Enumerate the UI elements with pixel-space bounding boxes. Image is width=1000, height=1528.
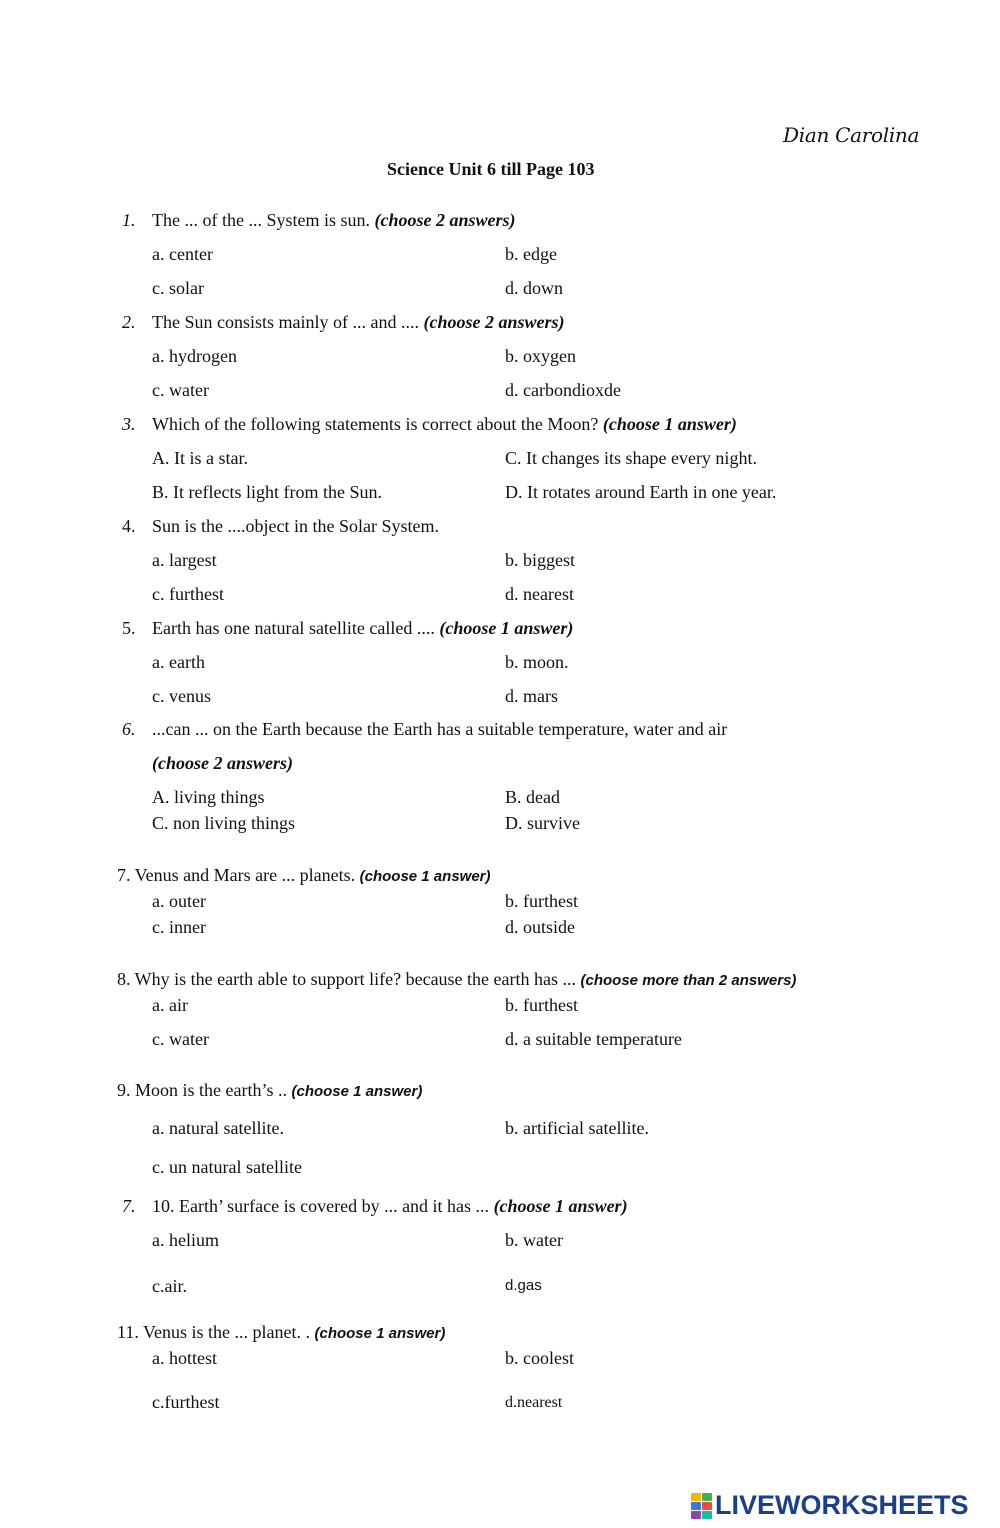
option-d: D. survive [505,813,580,833]
option-d: d. down [505,278,563,298]
option-d: d. mars [505,686,558,706]
option-c: c. water [152,380,209,400]
option-b: b. furthest [505,995,578,1015]
option-c: c. water [152,1029,209,1049]
option-c: C. It changes its shape every night. [505,448,757,468]
option-b: b. oxygen [505,346,576,366]
question-1-text: The ... of the ... System is sun. (choose 2 answers) [152,210,516,230]
option-b: b. furthest [505,891,578,911]
answer-note: (choose 2 answers) [374,210,516,230]
option-a: a. helium [152,1230,219,1250]
liveworksheets-logo-icon [691,1493,713,1519]
answer-note: (choose 1 answer) [602,414,737,434]
option-a: A. It is a star. [152,448,248,468]
option-c: c.furthest [152,1392,220,1412]
question-3-text: Which of the following statements is correct about the Moon? (choose 1 answer) [152,414,737,434]
option-a: a. largest [152,550,217,570]
option-a: A. living things [152,787,265,807]
author-name: Dian Carolina [783,123,920,147]
answer-note: (choose 1 answer) [439,618,574,638]
option-b: B. It reflects light from the Sun. [152,482,382,502]
answer-note: (choose 1 answer) [291,1083,423,1100]
option-d: d. nearest [505,584,574,604]
question-number: 5. [122,618,136,638]
option-b: b. artificial satellite. [505,1118,649,1138]
option-d: D. It rotates around Earth in one year. [505,482,777,502]
option-b: b. water [505,1230,563,1250]
question-2-text: The Sun consists mainly of ... and .... (choose 2 answers) [152,312,565,332]
question-1 [122,210,136,231]
question-number: 1. [122,210,136,230]
option-b: b. biggest [505,550,575,570]
option-c: C. non living things [152,813,296,833]
question-7-text: 7. Venus and Mars are ... planets. (choose 1 answer) [117,865,491,885]
option-a: a. earth [152,652,205,672]
option-b: b. coolest [505,1348,574,1368]
option-a: a. air [152,995,188,1015]
answer-note: (choose 2 answers) [423,312,565,332]
option-a: a. hydrogen [152,346,237,366]
logo-text: LIVEWORKSHEETS [715,1490,969,1520]
option-a: a. center [152,244,213,264]
question-number: 6. [122,719,136,739]
option-a: a. outer [152,891,206,911]
answer-note: (choose more than 2 answers) [580,972,797,989]
option-c: c. solar [152,278,204,298]
option-b: B. dead [505,787,560,807]
option-d: d.nearest [505,1394,563,1411]
question-4-text: Sun is the ....object in the Solar System. [152,516,439,536]
question-8-text: 8. Why is the earth able to support life? because the earth has ... (choose more than 2 answers) [117,969,797,989]
option-b: b. moon. [505,652,569,672]
option-a: a. natural satellite. [152,1118,284,1138]
option-c: c. un natural satellite [152,1157,302,1177]
option-c: c. inner [152,917,206,937]
option-a: a. hottest [152,1348,217,1368]
question-9-text: 9. Moon is the earth’s .. (choose 1 answer) [117,1080,423,1100]
option-d: d. carbondioxde [505,380,621,400]
option-d: d.gas [505,1277,542,1294]
question-number: 3. [122,414,136,434]
question-number: 4. [122,516,136,536]
option-d: d. a suitable temperature [505,1029,682,1049]
answer-note: (choose 1 answer) [359,868,491,885]
question-5-text: Earth has one natural satellite called .... (choose 1 answer) [152,618,574,638]
option-d: d. outside [505,917,575,937]
option-c: c.air. [152,1276,187,1296]
answer-note: (choose 1 answer) [314,1325,446,1342]
page-title: Science Unit 6 till Page 103 [387,159,595,179]
option-c: c. venus [152,686,211,706]
question-number: 2. [122,312,136,332]
question-number: 7. [122,1196,136,1216]
option-c: c. furthest [152,584,224,604]
answer-note: (choose 1 answer) [493,1196,628,1216]
option-b: b. edge [505,244,557,264]
question-10-text: 10. Earth’ surface is covered by ... and it has ... (choose 1 answer) [152,1196,628,1216]
answer-note: (choose 2 answers) [152,753,294,773]
question-6-text: ...can ... on the Earth because the Earth has a suitable temperature, water and air [152,719,728,739]
question-11-text: 11. Venus is the ... planet. . (choose 1 answer) [117,1322,446,1342]
